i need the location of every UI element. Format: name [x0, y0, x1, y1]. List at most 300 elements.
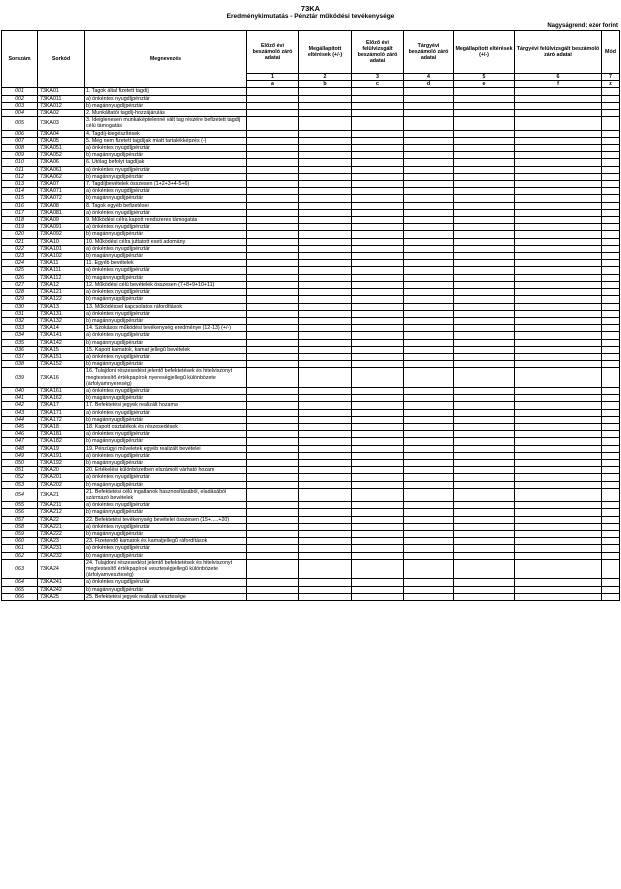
row-value-col5[interactable] [454, 195, 515, 202]
row-value-col7[interactable] [602, 289, 620, 296]
row-value-col5[interactable] [454, 267, 515, 274]
row-value-col1[interactable] [247, 423, 299, 430]
row-value-col5[interactable] [454, 538, 515, 545]
row-value-col6[interactable] [515, 117, 602, 130]
row-value-col7[interactable] [602, 395, 620, 402]
row-value-col2[interactable] [299, 224, 352, 231]
row-value-col7[interactable] [602, 368, 620, 388]
row-value-col3[interactable] [352, 431, 404, 438]
row-value-col4[interactable] [404, 117, 454, 130]
row-value-col2[interactable] [299, 130, 352, 137]
row-value-col7[interactable] [602, 260, 620, 267]
row-value-col4[interactable] [404, 438, 454, 445]
row-value-col2[interactable] [299, 516, 352, 523]
row-value-col1[interactable] [247, 438, 299, 445]
row-value-col4[interactable] [404, 516, 454, 523]
row-value-col5[interactable] [454, 438, 515, 445]
row-value-col1[interactable] [247, 538, 299, 545]
row-value-col3[interactable] [352, 303, 404, 310]
row-value-col4[interactable] [404, 95, 454, 102]
row-value-col6[interactable] [515, 130, 602, 137]
row-value-col2[interactable] [299, 438, 352, 445]
row-value-col1[interactable] [247, 459, 299, 466]
row-value-col2[interactable] [299, 217, 352, 224]
row-value-col1[interactable] [247, 95, 299, 102]
row-value-col6[interactable] [515, 159, 602, 166]
row-value-col4[interactable] [404, 310, 454, 317]
row-value-col2[interactable] [299, 303, 352, 310]
row-value-col6[interactable] [515, 267, 602, 274]
row-value-col7[interactable] [602, 387, 620, 394]
row-value-col7[interactable] [602, 159, 620, 166]
row-value-col5[interactable] [454, 166, 515, 173]
row-value-col3[interactable] [352, 95, 404, 102]
row-value-col4[interactable] [404, 303, 454, 310]
row-value-col6[interactable] [515, 586, 602, 593]
row-value-col5[interactable] [454, 209, 515, 216]
row-value-col6[interactable] [515, 88, 602, 95]
row-value-col1[interactable] [247, 332, 299, 339]
row-value-col6[interactable] [515, 502, 602, 509]
row-value-col2[interactable] [299, 552, 352, 559]
row-value-col5[interactable] [454, 260, 515, 267]
row-value-col1[interactable] [247, 586, 299, 593]
row-value-col4[interactable] [404, 224, 454, 231]
row-value-col2[interactable] [299, 102, 352, 109]
row-value-col1[interactable] [247, 502, 299, 509]
row-value-col1[interactable] [247, 445, 299, 452]
row-value-col3[interactable] [352, 395, 404, 402]
row-value-col2[interactable] [299, 117, 352, 130]
row-value-col1[interactable] [247, 353, 299, 360]
row-value-col2[interactable] [299, 166, 352, 173]
row-value-col1[interactable] [247, 516, 299, 523]
row-value-col5[interactable] [454, 423, 515, 430]
row-value-col2[interactable] [299, 361, 352, 368]
row-value-col3[interactable] [352, 245, 404, 252]
row-value-col1[interactable] [247, 274, 299, 281]
row-value-col5[interactable] [454, 332, 515, 339]
row-value-col1[interactable] [247, 545, 299, 552]
row-value-col3[interactable] [352, 361, 404, 368]
row-value-col1[interactable] [247, 593, 299, 600]
row-value-col4[interactable] [404, 452, 454, 459]
row-value-col5[interactable] [454, 231, 515, 238]
row-value-col3[interactable] [352, 260, 404, 267]
row-value-col6[interactable] [515, 545, 602, 552]
row-value-col3[interactable] [352, 368, 404, 388]
row-value-col3[interactable] [352, 253, 404, 260]
row-value-col7[interactable] [602, 361, 620, 368]
row-value-col4[interactable] [404, 579, 454, 586]
row-value-col3[interactable] [352, 559, 404, 579]
row-value-col2[interactable] [299, 538, 352, 545]
row-value-col3[interactable] [352, 459, 404, 466]
row-value-col6[interactable] [515, 509, 602, 516]
row-value-col5[interactable] [454, 579, 515, 586]
row-value-col1[interactable] [247, 361, 299, 368]
row-value-col7[interactable] [602, 267, 620, 274]
row-value-col1[interactable] [247, 181, 299, 188]
row-value-col7[interactable] [602, 173, 620, 180]
row-value-col6[interactable] [515, 531, 602, 538]
row-value-col5[interactable] [454, 303, 515, 310]
row-value-col4[interactable] [404, 159, 454, 166]
row-value-col2[interactable] [299, 188, 352, 195]
row-value-col3[interactable] [352, 516, 404, 523]
row-value-col3[interactable] [352, 438, 404, 445]
row-value-col1[interactable] [247, 303, 299, 310]
row-value-col3[interactable] [352, 152, 404, 159]
row-value-col2[interactable] [299, 395, 352, 402]
row-value-col7[interactable] [602, 538, 620, 545]
row-value-col2[interactable] [299, 296, 352, 303]
row-value-col1[interactable] [247, 195, 299, 202]
row-value-col4[interactable] [404, 317, 454, 324]
row-value-col5[interactable] [454, 181, 515, 188]
row-value-col7[interactable] [602, 181, 620, 188]
row-value-col4[interactable] [404, 88, 454, 95]
row-value-col4[interactable] [404, 231, 454, 238]
row-value-col4[interactable] [404, 586, 454, 593]
row-value-col1[interactable] [247, 166, 299, 173]
row-value-col4[interactable] [404, 110, 454, 117]
row-value-col4[interactable] [404, 416, 454, 423]
row-value-col2[interactable] [299, 95, 352, 102]
row-value-col7[interactable] [602, 317, 620, 324]
row-value-col4[interactable] [404, 545, 454, 552]
row-value-col5[interactable] [454, 152, 515, 159]
row-value-col5[interactable] [454, 137, 515, 144]
row-value-col2[interactable] [299, 402, 352, 409]
row-value-col2[interactable] [299, 467, 352, 474]
row-value-col4[interactable] [404, 281, 454, 288]
row-value-col5[interactable] [454, 274, 515, 281]
row-value-col7[interactable] [602, 402, 620, 409]
row-value-col2[interactable] [299, 593, 352, 600]
row-value-col3[interactable] [352, 88, 404, 95]
row-value-col2[interactable] [299, 88, 352, 95]
row-value-col3[interactable] [352, 102, 404, 109]
row-value-col4[interactable] [404, 181, 454, 188]
row-value-col7[interactable] [602, 459, 620, 466]
row-value-col6[interactable] [515, 409, 602, 416]
row-value-col1[interactable] [247, 416, 299, 423]
row-value-col6[interactable] [515, 245, 602, 252]
row-value-col2[interactable] [299, 145, 352, 152]
row-value-col6[interactable] [515, 181, 602, 188]
row-value-col6[interactable] [515, 310, 602, 317]
row-value-col1[interactable] [247, 296, 299, 303]
row-value-col4[interactable] [404, 325, 454, 332]
row-value-col3[interactable] [352, 110, 404, 117]
row-value-col3[interactable] [352, 409, 404, 416]
row-value-col3[interactable] [352, 509, 404, 516]
row-value-col5[interactable] [454, 317, 515, 324]
row-value-col2[interactable] [299, 431, 352, 438]
row-value-col5[interactable] [454, 402, 515, 409]
row-value-col2[interactable] [299, 423, 352, 430]
row-value-col3[interactable] [352, 445, 404, 452]
row-value-col6[interactable] [515, 145, 602, 152]
row-value-col4[interactable] [404, 166, 454, 173]
row-value-col6[interactable] [515, 488, 602, 501]
row-value-col5[interactable] [454, 395, 515, 402]
row-value-col2[interactable] [299, 317, 352, 324]
row-value-col7[interactable] [602, 325, 620, 332]
row-value-col2[interactable] [299, 502, 352, 509]
row-value-col6[interactable] [515, 238, 602, 245]
row-value-col6[interactable] [515, 445, 602, 452]
row-value-col1[interactable] [247, 102, 299, 109]
row-value-col1[interactable] [247, 267, 299, 274]
row-value-col2[interactable] [299, 332, 352, 339]
row-value-col2[interactable] [299, 238, 352, 245]
row-value-col2[interactable] [299, 260, 352, 267]
row-value-col2[interactable] [299, 195, 352, 202]
row-value-col6[interactable] [515, 361, 602, 368]
row-value-col3[interactable] [352, 130, 404, 137]
row-value-col4[interactable] [404, 431, 454, 438]
row-value-col2[interactable] [299, 159, 352, 166]
row-value-col7[interactable] [602, 102, 620, 109]
row-value-col1[interactable] [247, 209, 299, 216]
row-value-col1[interactable] [247, 253, 299, 260]
row-value-col2[interactable] [299, 245, 352, 252]
row-value-col3[interactable] [352, 579, 404, 586]
row-value-col7[interactable] [602, 332, 620, 339]
row-value-col4[interactable] [404, 409, 454, 416]
row-value-col2[interactable] [299, 202, 352, 209]
row-value-col7[interactable] [602, 431, 620, 438]
row-value-col1[interactable] [247, 579, 299, 586]
row-value-col3[interactable] [352, 117, 404, 130]
row-value-col3[interactable] [352, 538, 404, 545]
row-value-col1[interactable] [247, 409, 299, 416]
row-value-col4[interactable] [404, 339, 454, 346]
row-value-col7[interactable] [602, 145, 620, 152]
row-value-col1[interactable] [247, 173, 299, 180]
row-value-col6[interactable] [515, 467, 602, 474]
row-value-col7[interactable] [602, 253, 620, 260]
row-value-col2[interactable] [299, 416, 352, 423]
row-value-col4[interactable] [404, 137, 454, 144]
row-value-col1[interactable] [247, 552, 299, 559]
row-value-col6[interactable] [515, 296, 602, 303]
row-value-col6[interactable] [515, 202, 602, 209]
row-value-col7[interactable] [602, 416, 620, 423]
row-value-col6[interactable] [515, 416, 602, 423]
row-value-col7[interactable] [602, 202, 620, 209]
row-value-col4[interactable] [404, 459, 454, 466]
row-value-col4[interactable] [404, 102, 454, 109]
row-value-col2[interactable] [299, 289, 352, 296]
row-value-col5[interactable] [454, 224, 515, 231]
row-value-col3[interactable] [352, 325, 404, 332]
row-value-col1[interactable] [247, 152, 299, 159]
row-value-col3[interactable] [352, 238, 404, 245]
row-value-col4[interactable] [404, 502, 454, 509]
row-value-col5[interactable] [454, 238, 515, 245]
row-value-col6[interactable] [515, 559, 602, 579]
row-value-col3[interactable] [352, 317, 404, 324]
row-value-col2[interactable] [299, 339, 352, 346]
row-value-col2[interactable] [299, 173, 352, 180]
row-value-col7[interactable] [602, 110, 620, 117]
row-value-col5[interactable] [454, 502, 515, 509]
row-value-col6[interactable] [515, 195, 602, 202]
row-value-col5[interactable] [454, 552, 515, 559]
row-value-col7[interactable] [602, 438, 620, 445]
row-value-col6[interactable] [515, 438, 602, 445]
row-value-col5[interactable] [454, 296, 515, 303]
row-value-col3[interactable] [352, 231, 404, 238]
row-value-col5[interactable] [454, 459, 515, 466]
row-value-col7[interactable] [602, 423, 620, 430]
row-value-col4[interactable] [404, 488, 454, 501]
row-value-col4[interactable] [404, 195, 454, 202]
row-value-col2[interactable] [299, 474, 352, 481]
row-value-col1[interactable] [247, 310, 299, 317]
row-value-col1[interactable] [247, 217, 299, 224]
row-value-col1[interactable] [247, 117, 299, 130]
row-value-col7[interactable] [602, 95, 620, 102]
row-value-col7[interactable] [602, 474, 620, 481]
row-value-col2[interactable] [299, 368, 352, 388]
row-value-col5[interactable] [454, 467, 515, 474]
row-value-col3[interactable] [352, 310, 404, 317]
row-value-col4[interactable] [404, 445, 454, 452]
row-value-col4[interactable] [404, 296, 454, 303]
row-value-col6[interactable] [515, 231, 602, 238]
row-value-col6[interactable] [515, 516, 602, 523]
row-value-col1[interactable] [247, 202, 299, 209]
row-value-col7[interactable] [602, 559, 620, 579]
row-value-col7[interactable] [602, 545, 620, 552]
row-value-col4[interactable] [404, 368, 454, 388]
row-value-col3[interactable] [352, 339, 404, 346]
row-value-col3[interactable] [352, 181, 404, 188]
row-value-col4[interactable] [404, 202, 454, 209]
row-value-col5[interactable] [454, 145, 515, 152]
row-value-col1[interactable] [247, 523, 299, 530]
row-value-col6[interactable] [515, 452, 602, 459]
row-value-col5[interactable] [454, 416, 515, 423]
row-value-col4[interactable] [404, 188, 454, 195]
row-value-col4[interactable] [404, 402, 454, 409]
row-value-col3[interactable] [352, 188, 404, 195]
row-value-col5[interactable] [454, 217, 515, 224]
row-value-col1[interactable] [247, 395, 299, 402]
row-value-col1[interactable] [247, 88, 299, 95]
row-value-col2[interactable] [299, 559, 352, 579]
row-value-col2[interactable] [299, 253, 352, 260]
row-value-col5[interactable] [454, 173, 515, 180]
row-value-col7[interactable] [602, 195, 620, 202]
row-value-col7[interactable] [602, 579, 620, 586]
row-value-col5[interactable] [454, 202, 515, 209]
row-value-col5[interactable] [454, 102, 515, 109]
row-value-col7[interactable] [602, 467, 620, 474]
row-value-col3[interactable] [352, 423, 404, 430]
row-value-col2[interactable] [299, 387, 352, 394]
row-value-col5[interactable] [454, 289, 515, 296]
row-value-col1[interactable] [247, 260, 299, 267]
row-value-col6[interactable] [515, 346, 602, 353]
row-value-col5[interactable] [454, 481, 515, 488]
row-value-col3[interactable] [352, 552, 404, 559]
row-value-col3[interactable] [352, 289, 404, 296]
row-value-col1[interactable] [247, 431, 299, 438]
row-value-col6[interactable] [515, 224, 602, 231]
row-value-col1[interactable] [247, 467, 299, 474]
row-value-col5[interactable] [454, 593, 515, 600]
row-value-col6[interactable] [515, 353, 602, 360]
row-value-col4[interactable] [404, 353, 454, 360]
row-value-col5[interactable] [454, 531, 515, 538]
row-value-col6[interactable] [515, 538, 602, 545]
row-value-col5[interactable] [454, 445, 515, 452]
row-value-col1[interactable] [247, 130, 299, 137]
row-value-col7[interactable] [602, 509, 620, 516]
row-value-col4[interactable] [404, 395, 454, 402]
row-value-col7[interactable] [602, 353, 620, 360]
row-value-col1[interactable] [247, 368, 299, 388]
row-value-col1[interactable] [247, 289, 299, 296]
row-value-col5[interactable] [454, 253, 515, 260]
row-value-col2[interactable] [299, 110, 352, 117]
row-value-col2[interactable] [299, 137, 352, 144]
row-value-col7[interactable] [602, 452, 620, 459]
row-value-col5[interactable] [454, 110, 515, 117]
row-value-col4[interactable] [404, 289, 454, 296]
row-value-col2[interactable] [299, 209, 352, 216]
row-value-col3[interactable] [352, 159, 404, 166]
row-value-col1[interactable] [247, 110, 299, 117]
row-value-col5[interactable] [454, 188, 515, 195]
row-value-col2[interactable] [299, 459, 352, 466]
row-value-col6[interactable] [515, 368, 602, 388]
row-value-col4[interactable] [404, 593, 454, 600]
row-value-col2[interactable] [299, 152, 352, 159]
row-value-col3[interactable] [352, 209, 404, 216]
row-value-col5[interactable] [454, 339, 515, 346]
row-value-col6[interactable] [515, 152, 602, 159]
row-value-col7[interactable] [602, 274, 620, 281]
row-value-col7[interactable] [602, 130, 620, 137]
row-value-col7[interactable] [602, 593, 620, 600]
row-value-col2[interactable] [299, 267, 352, 274]
row-value-col3[interactable] [352, 474, 404, 481]
row-value-col2[interactable] [299, 586, 352, 593]
row-value-col3[interactable] [352, 173, 404, 180]
row-value-col3[interactable] [352, 346, 404, 353]
row-value-col3[interactable] [352, 332, 404, 339]
row-value-col7[interactable] [602, 516, 620, 523]
row-value-col6[interactable] [515, 253, 602, 260]
row-value-col4[interactable] [404, 253, 454, 260]
row-value-col7[interactable] [602, 224, 620, 231]
row-value-col3[interactable] [352, 523, 404, 530]
row-value-col6[interactable] [515, 274, 602, 281]
row-value-col1[interactable] [247, 509, 299, 516]
row-value-col3[interactable] [352, 387, 404, 394]
row-value-col5[interactable] [454, 368, 515, 388]
row-value-col7[interactable] [602, 445, 620, 452]
row-value-col2[interactable] [299, 310, 352, 317]
row-value-col7[interactable] [602, 488, 620, 501]
row-value-col5[interactable] [454, 281, 515, 288]
